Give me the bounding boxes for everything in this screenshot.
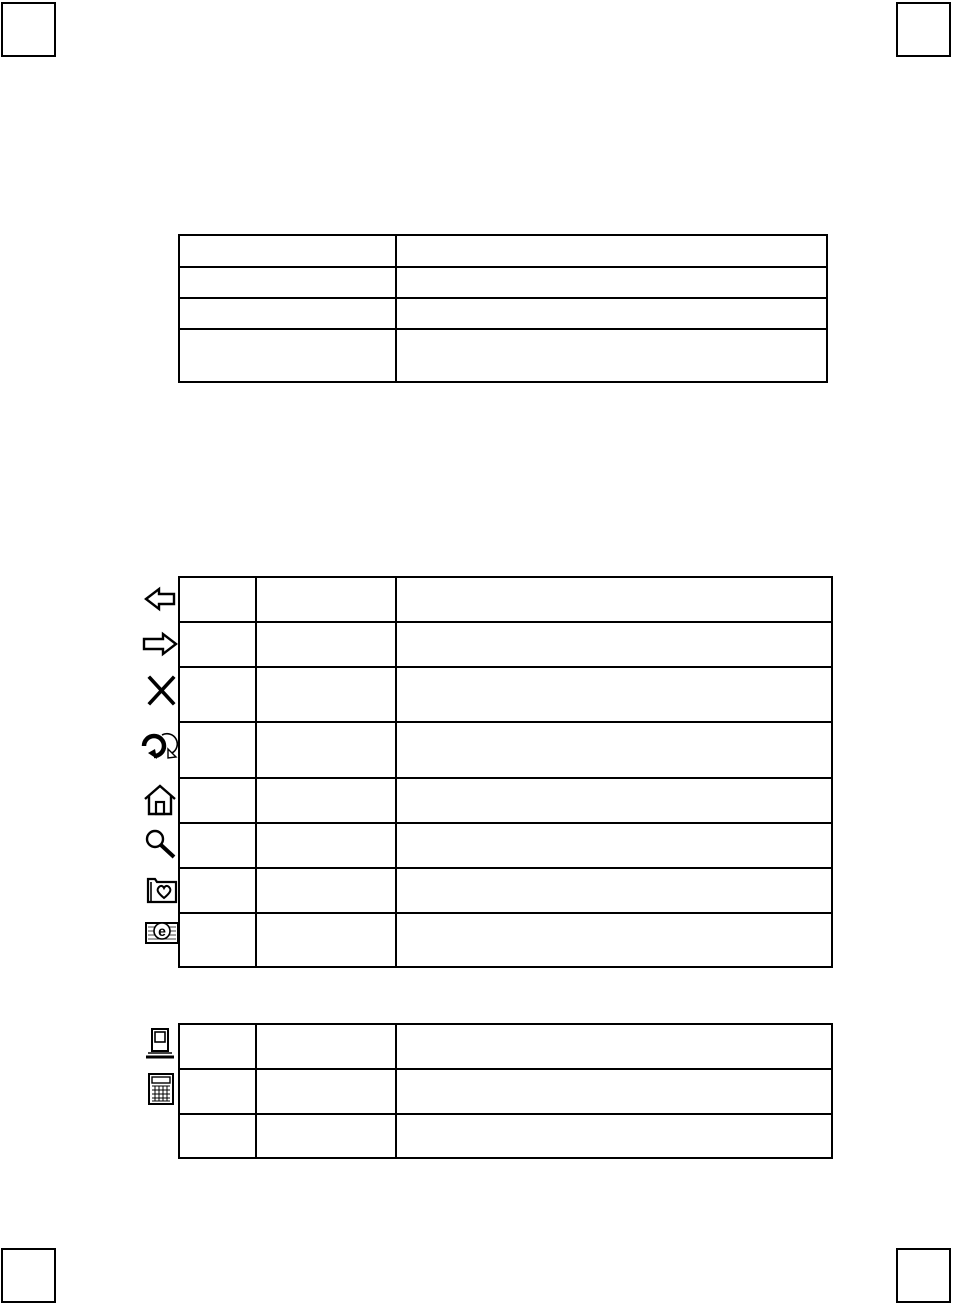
computer-icon xyxy=(140,1026,180,1062)
table-cell xyxy=(396,823,832,868)
table-cell xyxy=(256,622,396,667)
table-1 xyxy=(178,234,828,383)
table-cell xyxy=(396,868,832,913)
table-row xyxy=(179,1114,832,1158)
table-cell xyxy=(396,329,827,382)
table-cell xyxy=(256,1069,396,1114)
forward-arrow-icon xyxy=(140,626,180,662)
table-cell xyxy=(179,577,256,622)
table-row xyxy=(179,1069,832,1114)
home-icon xyxy=(140,782,180,818)
table-cell xyxy=(396,1069,832,1114)
table-cell xyxy=(256,722,396,778)
table-cell xyxy=(396,778,832,823)
svg-text:e: e xyxy=(158,923,166,939)
table-cell xyxy=(396,667,832,722)
calculator-icon xyxy=(140,1071,180,1107)
table-row xyxy=(179,622,832,667)
table-cell xyxy=(396,267,827,298)
table-row xyxy=(179,722,832,778)
table-cell xyxy=(179,267,396,298)
table-cell xyxy=(396,298,827,329)
table-row xyxy=(179,913,832,967)
refresh-icon xyxy=(138,727,178,763)
back-arrow-icon xyxy=(140,581,180,617)
table-3 xyxy=(178,1023,833,1159)
table-row xyxy=(179,868,832,913)
table-cell xyxy=(396,577,832,622)
table-cell xyxy=(179,667,256,722)
table-cell xyxy=(396,1114,832,1158)
table-row xyxy=(179,329,827,382)
email-icon xyxy=(140,913,180,949)
table-row xyxy=(179,577,832,622)
table-cell xyxy=(256,913,396,967)
table-cell xyxy=(256,778,396,823)
table-cell xyxy=(179,1069,256,1114)
corner-mark-top-left xyxy=(1,2,56,57)
table-cell xyxy=(396,1024,832,1069)
table-cell xyxy=(396,913,832,967)
table-cell xyxy=(396,722,832,778)
table-2 xyxy=(178,576,833,968)
table-cell xyxy=(256,1024,396,1069)
table-row xyxy=(179,298,827,329)
table-cell xyxy=(179,1024,256,1069)
table-cell xyxy=(256,667,396,722)
favorites-folder-icon xyxy=(140,871,180,907)
table-cell xyxy=(179,868,256,913)
table-cell xyxy=(256,868,396,913)
table-row xyxy=(179,667,832,722)
table-cell xyxy=(256,1114,396,1158)
table-cell xyxy=(179,1114,256,1158)
table-cell xyxy=(396,235,827,267)
table-cell xyxy=(256,823,396,868)
table-cell xyxy=(179,235,396,267)
table-cell xyxy=(179,722,256,778)
table-cell xyxy=(179,329,396,382)
table-row xyxy=(179,823,832,868)
corner-mark-bottom-right xyxy=(896,1248,951,1303)
table-row xyxy=(179,1024,832,1069)
corner-mark-top-right xyxy=(896,2,951,57)
table-row xyxy=(179,778,832,823)
table-cell xyxy=(179,298,396,329)
table-cell xyxy=(179,913,256,967)
table-row xyxy=(179,267,827,298)
table-cell xyxy=(179,778,256,823)
table-cell xyxy=(396,622,832,667)
table-cell xyxy=(256,577,396,622)
table-cell xyxy=(179,622,256,667)
corner-mark-bottom-left xyxy=(1,1248,56,1303)
table-cell xyxy=(179,823,256,868)
table-row xyxy=(179,235,827,267)
stop-x-icon xyxy=(140,673,180,709)
search-magnifier-icon xyxy=(140,826,180,862)
